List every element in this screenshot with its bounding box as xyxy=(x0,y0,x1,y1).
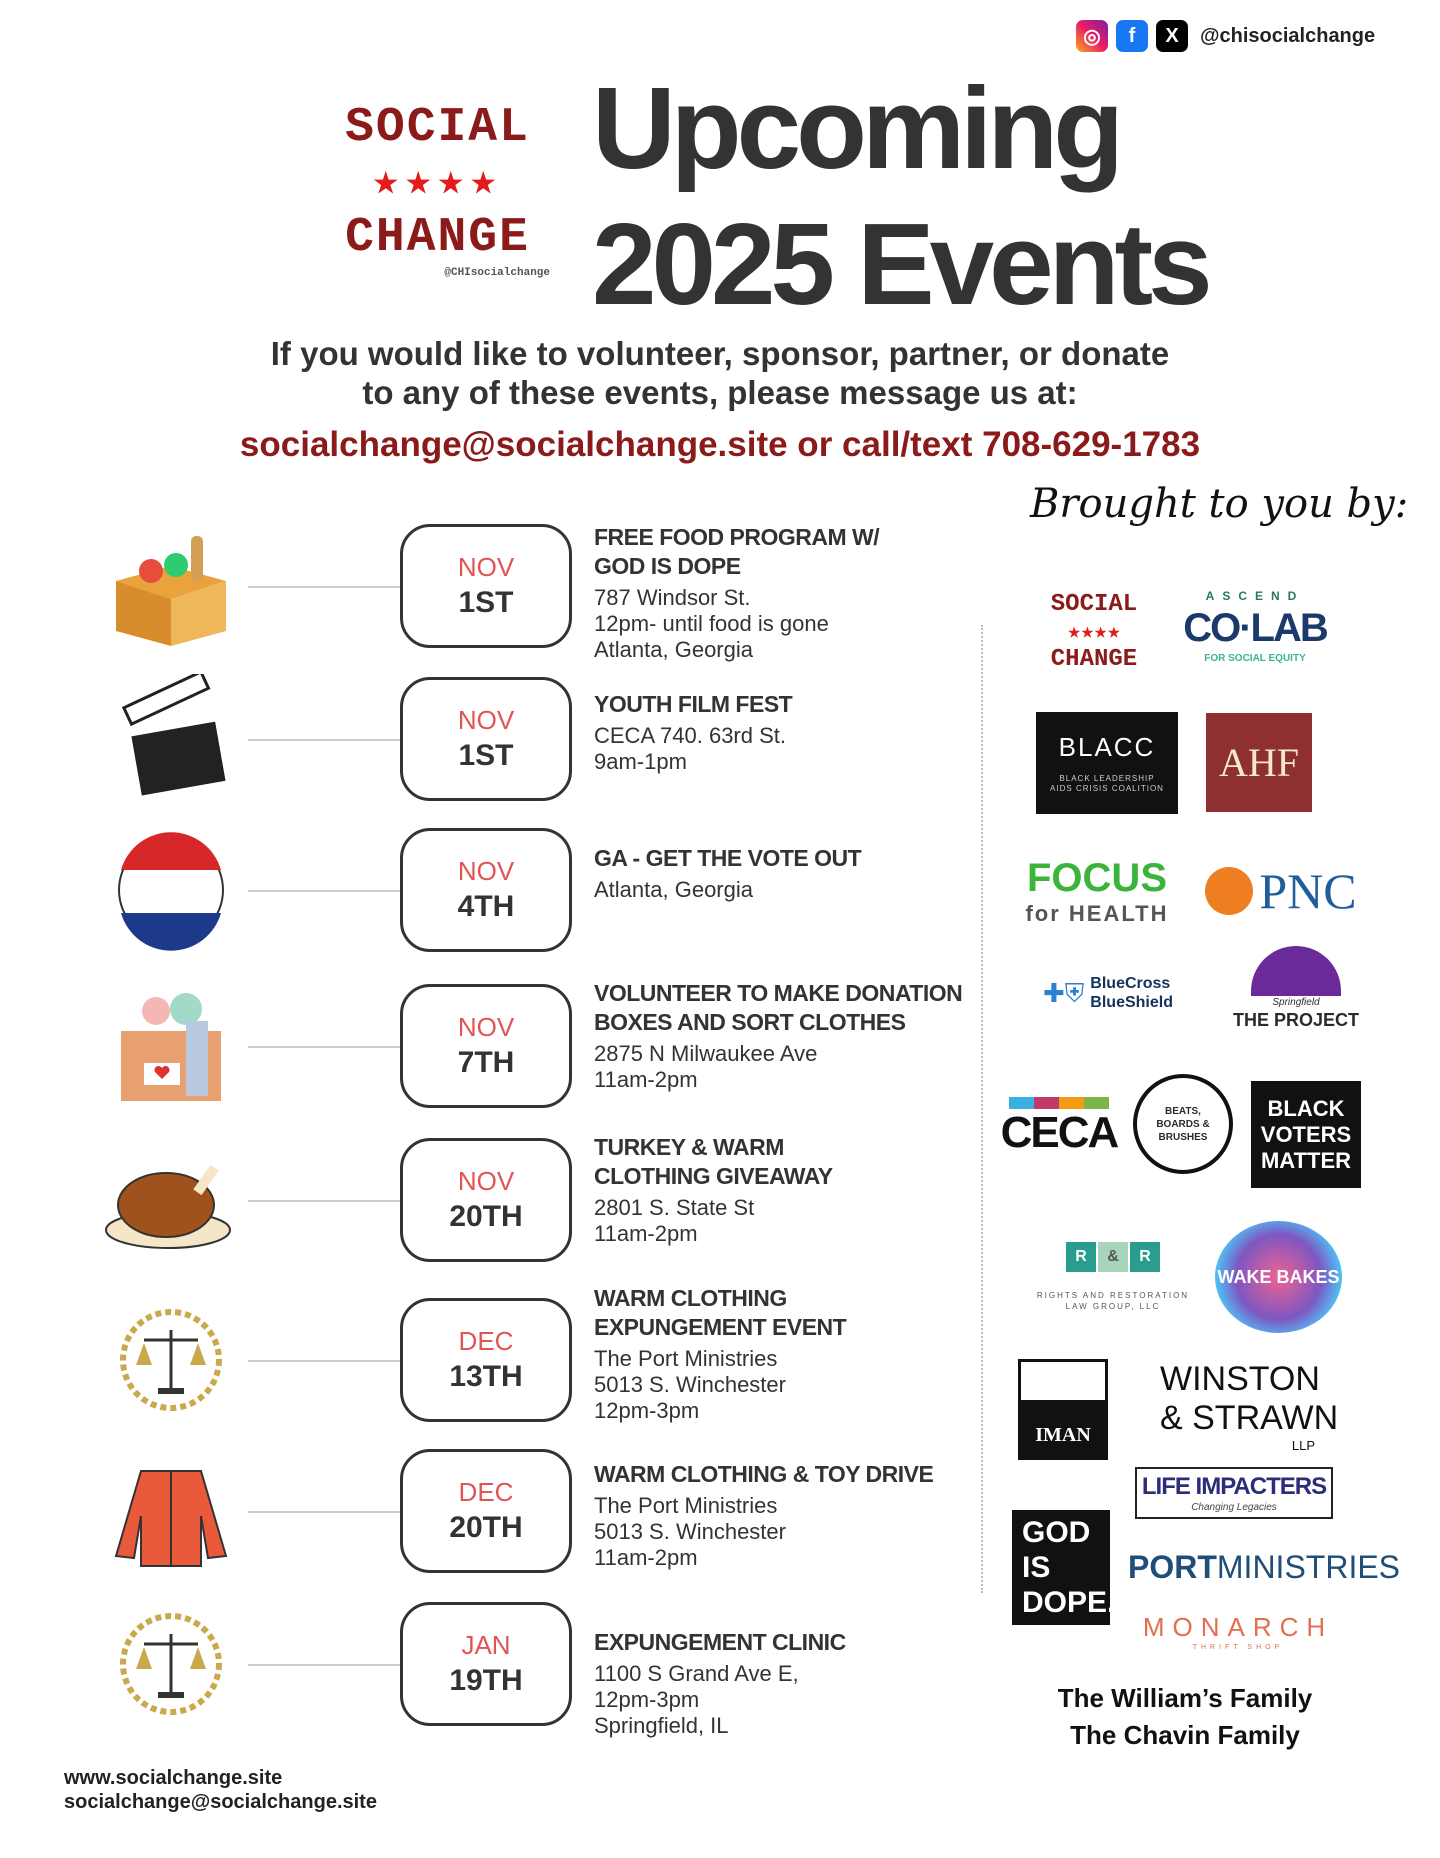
star-icon: ★★★★ xyxy=(372,158,503,208)
sponsor-focus-for-health xyxy=(1017,852,1177,930)
sponsor-wake-bakes: WAKE BAKES xyxy=(1215,1221,1342,1333)
umbrella-icon xyxy=(1251,946,1341,996)
event-month: NOV xyxy=(457,552,515,582)
title-line: 2025 Events xyxy=(592,199,1208,329)
instagram-icon[interactable]: ◎ xyxy=(1076,20,1108,52)
scales-of-justice-icon xyxy=(96,1295,246,1425)
title-line: Upcoming xyxy=(592,63,1120,193)
sponsor-social-change xyxy=(1036,584,1152,680)
connector-line xyxy=(248,890,400,892)
family-name: The William’s Family xyxy=(1057,1683,1313,1713)
event-info xyxy=(594,690,792,775)
event-detail: Springfield, IL xyxy=(594,1713,729,1738)
scales-of-justice-icon xyxy=(96,1599,246,1729)
event-title: YOUTH FILM FEST xyxy=(594,691,793,717)
cross-shield-icon: ✚⛨ xyxy=(1043,978,1085,1008)
sponsor-the-project xyxy=(1232,926,1360,1050)
sponsor-black-voters-matter xyxy=(1251,1081,1361,1188)
event-title: GOD IS DOPE xyxy=(594,553,741,579)
sponsor-life-impacters xyxy=(1135,1467,1333,1519)
event-info xyxy=(594,523,879,663)
jacket-icon xyxy=(96,1446,246,1576)
facebook-icon[interactable]: f xyxy=(1116,20,1148,52)
event-title: EXPUNGEMENT CLINIC xyxy=(594,1629,846,1655)
footer xyxy=(64,1766,377,1814)
event-day: 20TH xyxy=(449,1200,523,1233)
logo-text: BLACK LEADERSHIP xyxy=(1059,774,1155,783)
logo-text: DOPE. xyxy=(1022,1586,1116,1619)
event-month: NOV xyxy=(457,856,515,886)
event-detail: Atlanta, Georgia xyxy=(594,877,753,902)
event-detail: 5013 S. Winchester xyxy=(594,1372,786,1397)
event-month: NOV xyxy=(457,705,515,735)
event-day: 1ST xyxy=(458,739,514,772)
event-detail: 787 Windsor St. xyxy=(594,585,751,610)
event-info xyxy=(594,844,861,903)
logo-text: MINISTRIES xyxy=(1216,1549,1401,1585)
event-info xyxy=(594,1460,933,1571)
logo-text: THE PROJECT xyxy=(1232,1009,1360,1030)
divider xyxy=(981,625,983,1593)
date-badge xyxy=(400,828,572,952)
logo-word: CHANGE xyxy=(345,211,530,265)
event-detail: 5013 S. Winchester xyxy=(594,1519,786,1544)
logo-text: BlueShield xyxy=(1090,994,1173,1011)
logo-text: IS xyxy=(1022,1551,1051,1584)
event-detail: 12pm-3pm xyxy=(594,1398,700,1423)
logo-text: VOTERS xyxy=(1260,1121,1352,1147)
sponsor-rights-and-restoration xyxy=(1030,1225,1196,1329)
social-handle[interactable]: @chisocialchange xyxy=(1200,25,1376,47)
sponsor-bcbs xyxy=(1029,972,1187,1014)
star-icon: ★★★★ xyxy=(1067,619,1121,645)
sponsor-god-is-dope xyxy=(1012,1510,1116,1625)
family-sponsors xyxy=(1040,1680,1330,1754)
connector-line xyxy=(248,1360,400,1362)
connector-line xyxy=(248,1046,400,1048)
event-title: EXPUNGEMENT EVENT xyxy=(594,1314,847,1340)
logo-text: & STRAWN xyxy=(1160,1399,1339,1437)
logo-text: LIFE IMPACTERS xyxy=(1141,1472,1327,1500)
date-badge xyxy=(400,524,572,648)
sponsor-blacc xyxy=(1036,712,1178,814)
logo-text: MONARCH xyxy=(1142,1611,1334,1642)
event-title: TURKEY & WARM xyxy=(594,1134,784,1160)
event-month: NOV xyxy=(457,1166,515,1196)
clapperboard-icon xyxy=(96,674,246,804)
logo-text: RIGHTS AND RESTORATION xyxy=(1036,1291,1190,1300)
logo-text: CO·LAB xyxy=(1183,605,1327,650)
date-badge xyxy=(400,677,572,801)
connector-line xyxy=(248,1664,400,1666)
connector-line xyxy=(248,739,400,741)
logo-text: THRIFT SHOP xyxy=(1192,1643,1284,1651)
event-detail: 11am-2pm xyxy=(594,1545,698,1570)
logo-text: R xyxy=(1066,1242,1096,1272)
logo-text: FOCUS xyxy=(1027,856,1167,900)
event-title: VOLUNTEER TO MAKE DONATION xyxy=(594,980,963,1006)
date-badge xyxy=(400,1298,572,1422)
family-name: The Chavin Family xyxy=(1070,1720,1300,1750)
sponsors-heading: Brought to you by: xyxy=(1030,481,1409,527)
connector-line xyxy=(248,586,400,588)
event-month: NOV xyxy=(457,1012,515,1042)
event-detail: The Port Ministries xyxy=(594,1493,778,1518)
logo-text: PNC xyxy=(1259,863,1357,919)
event-day: 1ST xyxy=(458,586,514,619)
sponsor-winston-strawn xyxy=(1160,1360,1339,1456)
sponsor-ceca: CECA xyxy=(1009,1083,1109,1169)
pnc-logo-icon xyxy=(1205,867,1253,915)
event-detail: CECA 740. 63rd St. xyxy=(594,723,786,748)
event-month: DEC xyxy=(458,1326,514,1356)
event-title: GA - GET THE VOTE OUT xyxy=(594,845,862,871)
connector-line xyxy=(248,1200,400,1202)
sponsor-pnc xyxy=(1195,862,1367,920)
event-detail: 12pm- until food is gone xyxy=(594,611,829,636)
logo-text: BLACK xyxy=(1267,1095,1345,1121)
logo-text: WINSTON xyxy=(1160,1360,1320,1398)
event-detail: 11am-2pm xyxy=(594,1221,698,1246)
logo-text: GOD xyxy=(1022,1516,1091,1549)
logo-handle: @CHIsocialchange xyxy=(444,267,550,279)
event-day: 7TH xyxy=(457,1046,515,1079)
logo-text: LAW GROUP, LLC xyxy=(1065,1302,1161,1311)
logo-text: & xyxy=(1098,1242,1128,1272)
social-links xyxy=(1076,20,1375,52)
event-title: CLOTHING GIVEAWAY xyxy=(594,1163,833,1189)
event-month: JAN xyxy=(461,1630,511,1660)
event-month: DEC xyxy=(458,1477,514,1507)
event-title: FREE FOOD PROGRAM W/ xyxy=(594,524,880,550)
date-badge xyxy=(400,1602,572,1726)
page-title xyxy=(592,60,1208,332)
connector-line xyxy=(248,1511,400,1513)
sponsor-port-ministries xyxy=(1128,1548,1400,1586)
sponsor-beats-boards-brushes: BEATS, BOARDS & BRUSHES xyxy=(1133,1074,1233,1174)
event-detail: 9am-1pm xyxy=(594,749,687,774)
vote-badge-icon xyxy=(96,825,246,955)
logo-text: R xyxy=(1130,1242,1160,1272)
logo-text: PORT xyxy=(1128,1549,1217,1585)
event-day: 4TH xyxy=(457,890,515,923)
event-title: BOXES AND SORT CLOTHES xyxy=(594,1009,906,1035)
date-badge xyxy=(400,984,572,1108)
event-info xyxy=(594,1628,846,1739)
event-detail: 2801 S. State St xyxy=(594,1195,755,1220)
sponsor-iman: IMAN xyxy=(1018,1359,1108,1460)
logo-text: LLP xyxy=(1291,1438,1315,1453)
turkey-icon xyxy=(96,1135,246,1265)
logo-text: MATTER xyxy=(1260,1147,1352,1173)
event-detail: 1100 S Grand Ave E, xyxy=(594,1661,799,1686)
logo-text: FOR SOCIAL EQUITY xyxy=(1204,652,1306,664)
event-info xyxy=(594,1133,833,1247)
date-badge xyxy=(400,1138,572,1262)
logo-text: ASCEND xyxy=(1205,588,1305,603)
subtitle-line: If you would like to volunteer, sponsor, partner, or donate xyxy=(270,335,1170,372)
subtitle-line: to any of these events, please message us at: xyxy=(362,374,1078,411)
sponsor-ahf: AHF xyxy=(1206,713,1312,812)
contact-info[interactable]: socialchange@socialchange.site or call/text 708-629-1783 xyxy=(239,425,1201,464)
sponsor-colab xyxy=(1183,566,1327,686)
event-detail: Atlanta, Georgia xyxy=(594,637,753,662)
event-info xyxy=(594,979,962,1093)
logo-text: Changing Legacies xyxy=(1191,1501,1277,1513)
x-icon[interactable]: X xyxy=(1156,20,1188,52)
date-badge xyxy=(400,1449,572,1573)
event-day: 20TH xyxy=(449,1511,523,1544)
event-detail: 12pm-3pm xyxy=(594,1687,700,1712)
logo-text: CHANGE xyxy=(1050,645,1138,673)
event-info xyxy=(594,1284,846,1424)
logo-word: SOCIAL xyxy=(345,101,530,155)
email-link[interactable]: socialchange@socialchange.site xyxy=(64,1791,377,1813)
logo-text: for HEALTH xyxy=(1025,901,1169,926)
logo-text: BlueCross xyxy=(1090,975,1171,992)
logo-text: SOCIAL xyxy=(1050,590,1138,618)
event-title: WARM CLOTHING & TOY DRIVE xyxy=(594,1461,934,1487)
sponsor-monarch xyxy=(1139,1610,1337,1654)
event-day: 13TH xyxy=(449,1360,523,1393)
subtitle xyxy=(0,334,1440,412)
event-detail: The Port Ministries xyxy=(594,1346,778,1371)
social-change-logo xyxy=(325,100,550,280)
food-box-icon xyxy=(96,521,246,651)
website-link[interactable]: www.socialchange.site xyxy=(64,1767,283,1789)
logo-text: Springfield xyxy=(1272,996,1320,1008)
event-day: 19TH xyxy=(449,1664,523,1697)
logo-text: AIDS CRISIS COALITION xyxy=(1050,784,1164,793)
donation-box-icon xyxy=(96,981,246,1111)
event-detail: 11am-2pm xyxy=(594,1067,698,1092)
event-title: WARM CLOTHING xyxy=(594,1285,787,1311)
event-detail: 2875 N Milwaukee Ave xyxy=(594,1041,818,1066)
logo-text: BLACC xyxy=(1058,732,1156,762)
